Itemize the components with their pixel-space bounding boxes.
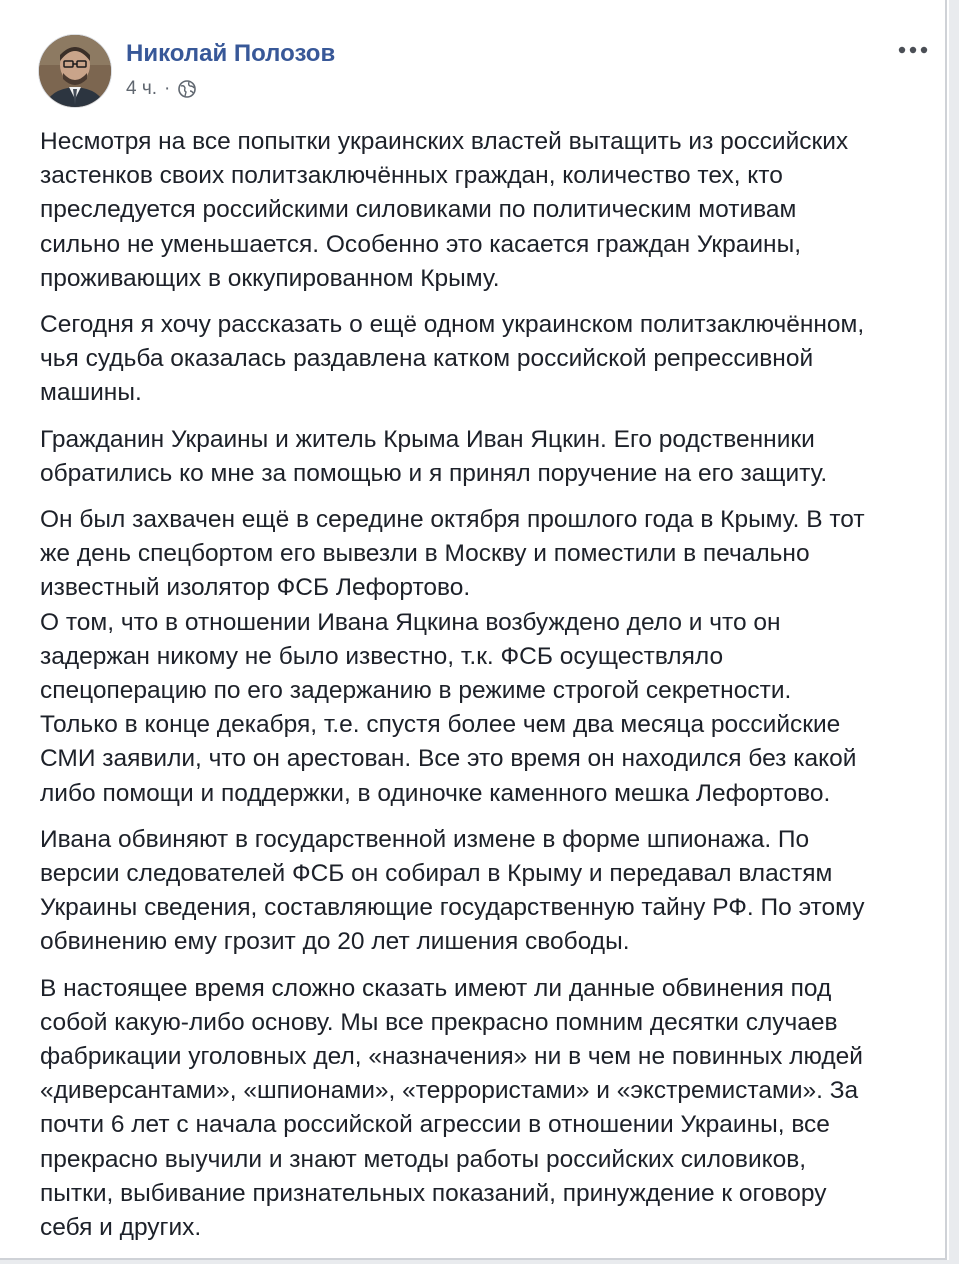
page-background-edge: [0, 1260, 959, 1264]
post-paragraph: Гражданин Украины и житель Крыма Иван Яцкин. Его родственники обратились ко мне за помощью и я принял поручение на его защиту.: [40, 425, 828, 487]
more-options-icon[interactable]: [896, 36, 930, 64]
post-paragraph: В настоящее время сложно сказать имеют ли данные обвинения под собой какую-либо основу. Мы все прекрасно помним десятки случаев фабрикации уголовных дел, «назначения» ни в чем не повинных людей «диверсантами», «шпионами», «террористами» и «экстремистами». За почти 6 лет с начала российской агрессии в отношении Украины, все прекрасно выучили и знают методы работы российских силовиков, пытки, выбивание признательных показаний, принуждение к оговору себя и других.: [40, 974, 863, 1242]
author-name[interactable]: Николай Полозов: [126, 40, 336, 67]
post-body: [40, 125, 910, 1257]
post-paragraph: О том, что в отношении Ивана Яцкина возбуждено дело и что он задержан никому не было известно, т.к. ФСБ осуществляло спецоперацию по его задержанию в режиме строгой секретности. Только в конце декабря, т.е. спустя более чем два месяца российские СМИ заявили, что он арестован. Все это время он находился без какой либо помощи и поддержки, в одиночке каменного мешка Лефортово.: [40, 608, 857, 807]
post-paragraph: Он был захвачен ещё в середине октября прошлого года в Крыму. В тот же день спецбортом его вывезли в Москву и поместили в печально известный изолятор ФСБ Лефортово.: [40, 506, 865, 602]
globe-icon[interactable]: [177, 79, 197, 99]
post-meta: [126, 78, 197, 100]
page-background-edge: [949, 0, 959, 1264]
post-timestamp[interactable]: 4 ч.: [126, 78, 158, 99]
post-paragraph: Ивана обвиняют в государственной измене в форме шпионажа. По версии следователей ФСБ он собирал в Крыму и передавал властям Украины сведения, составляющие государственную тайну РФ. По этому обвинению ему грозит до 20 лет лишения свободы.: [40, 825, 865, 956]
post-header: [38, 34, 938, 114]
post-paragraph: Несмотря на все попытки украинских властей вытащить из российских застенков своих политзаключённых граждан, количество тех, кто преследуется российскими силовиками по политическим мотивам сильно не уменьшается. Особенно это касается граждан Украины, проживающих в оккупированном Крыму.: [40, 128, 849, 292]
post-paragraph: Сегодня я хочу рассказать о ещё одном украинском политзаключённом, чья судьба оказалась раздавлена катком российской репрессивной машины.: [40, 311, 865, 407]
avatar-photo: [39, 35, 111, 107]
author-avatar[interactable]: [38, 34, 112, 108]
meta-separator: ·: [164, 78, 171, 99]
